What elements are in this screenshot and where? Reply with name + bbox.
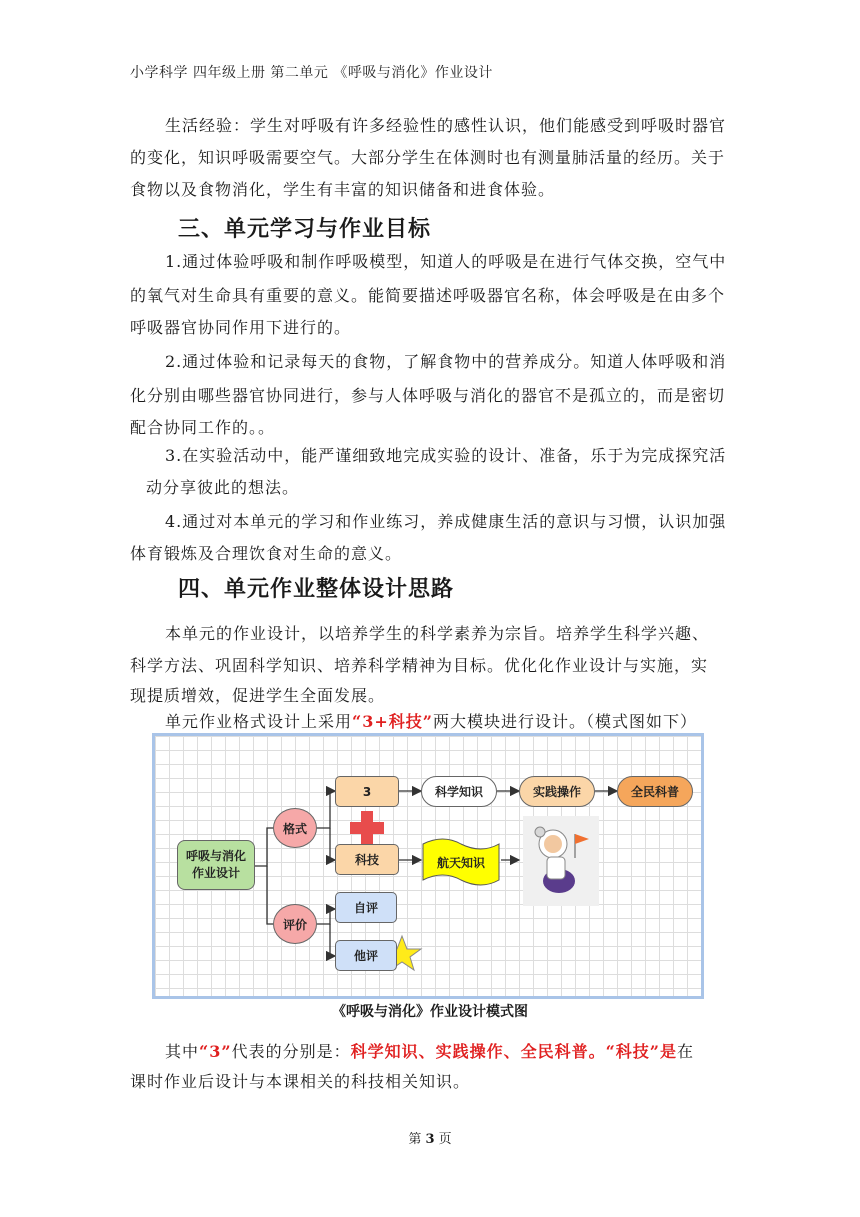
meaning-text-1: 其中 <box>165 1042 200 1061</box>
space-knowledge-node: 航天知识 <box>436 855 485 870</box>
page-header: 小学科学 四年级上册 第二单元 《呼吸与消化》作业设计 <box>130 65 493 81</box>
section-4-title: 四、单元作业整体设计思路 <box>178 577 455 602</box>
astronaut-icon <box>523 816 599 906</box>
meaning-text-3: 在 <box>677 1042 695 1061</box>
format-text-after: 两大模块进行设计。（模式图如下） <box>432 712 697 731</box>
popular-science-node: 全民科普 <box>617 776 693 807</box>
evaluate-node: 评价 <box>273 904 317 944</box>
peer-eval-node: 他评 <box>335 940 397 971</box>
life-line-1: 生活经验：学生对呼吸有许多经验性的感性认识，他们能感受到呼吸时器官 <box>165 116 727 135</box>
goal-3-line-1: 3.在实验活动中，能严谨细致地完成实验的设计、准备，乐于为完成探究活 <box>165 446 727 465</box>
goal-3-line-2: 动分享彼此的想法。 <box>146 478 300 497</box>
page-footer <box>0 1128 860 1147</box>
connector-format-three <box>317 791 335 828</box>
design-line-3: 现提质增效，促进学生全面发展。 <box>130 686 386 705</box>
format-highlight: “3+科技” <box>352 712 433 731</box>
goal-2-line-2: 化分别由哪些器官协同进行，参与人体呼吸与消化的器官不是孤立的，而是密切 <box>130 386 726 405</box>
page-number: 3 <box>425 1132 435 1147</box>
meaning-highlight-modules: 科学知识、实践操作、全民科普。 <box>350 1042 606 1061</box>
footer-prefix: 第 <box>408 1132 426 1147</box>
design-pattern-diagram <box>152 733 704 999</box>
three-node: 3 <box>335 776 399 807</box>
connector-eval-self <box>317 909 335 924</box>
format-text-before: 单元作业格式设计上采用 <box>165 712 353 731</box>
diagram-caption: 《呼吸与消化》作业设计模式图 <box>332 1004 528 1020</box>
sci-knowledge-node: 科学知识 <box>421 776 497 807</box>
goal-4-line-1: 4.通过对本单元的学习和作业练习，养成健康生活的意识与习惯，认识加强 <box>165 512 727 531</box>
life-line-2: 的变化，知识呼吸需要空气。大部分学生在体测时也有测量肺活量的经历。关于 <box>130 148 726 167</box>
footer-suffix: 页 <box>434 1132 452 1147</box>
goal-1-line-2: 的氧气对生命具有重要的意义。能简要描述呼吸器官名称，体会呼吸是在由多个 <box>130 286 726 305</box>
format-node: 格式 <box>273 808 317 848</box>
section-3-title: 三、单元学习与作业目标 <box>178 217 432 242</box>
meaning-highlight-tech: “科技”是 <box>605 1042 678 1061</box>
goal-4-line-2: 体育锻炼及合理饮食对生命的意义。 <box>130 544 403 563</box>
self-eval-node: 自评 <box>335 892 397 923</box>
design-line-1: 本单元的作业设计，以培养学生的科学素养为宗旨。培养学生科学兴趣、 <box>165 624 710 643</box>
goal-1-line-1: 1.通过体验呼吸和制作呼吸模型，知道人的呼吸是在进行气体交换，空气中 <box>165 252 727 271</box>
meaning-highlight-three: “3” <box>199 1042 232 1061</box>
design-line-2: 科学方法、巩固科学知识、培养科学精神为目标。优化化作业设计与实施，实 <box>130 656 709 675</box>
meaning-line-2: 课时作业后设计与本课相关的科技相关知识。 <box>130 1072 471 1091</box>
life-line-3: 食物以及食物消化，学生有丰富的知识储备和进食体验。 <box>130 180 556 199</box>
meaning-line-1 <box>165 1036 694 1068</box>
practice-node: 实践操作 <box>519 776 595 807</box>
meaning-text-2: 代表的分别是： <box>231 1042 351 1061</box>
connector-root-format <box>255 828 273 866</box>
root-node: 呼吸与消化 作业设计 <box>177 840 255 890</box>
tech-node: 科技 <box>335 844 399 875</box>
goal-2-line-3: 配合协同工作的。。 <box>130 418 276 437</box>
connector-root-evaluate <box>267 866 273 924</box>
goal-1-line-3: 呼吸器官协同作用下进行的。 <box>130 318 352 337</box>
plus-icon <box>350 811 384 845</box>
goal-2-line-1: 2.通过体验和记录每天的食物，了解食物中的营养成分。知道人体呼吸和消 <box>165 352 727 371</box>
